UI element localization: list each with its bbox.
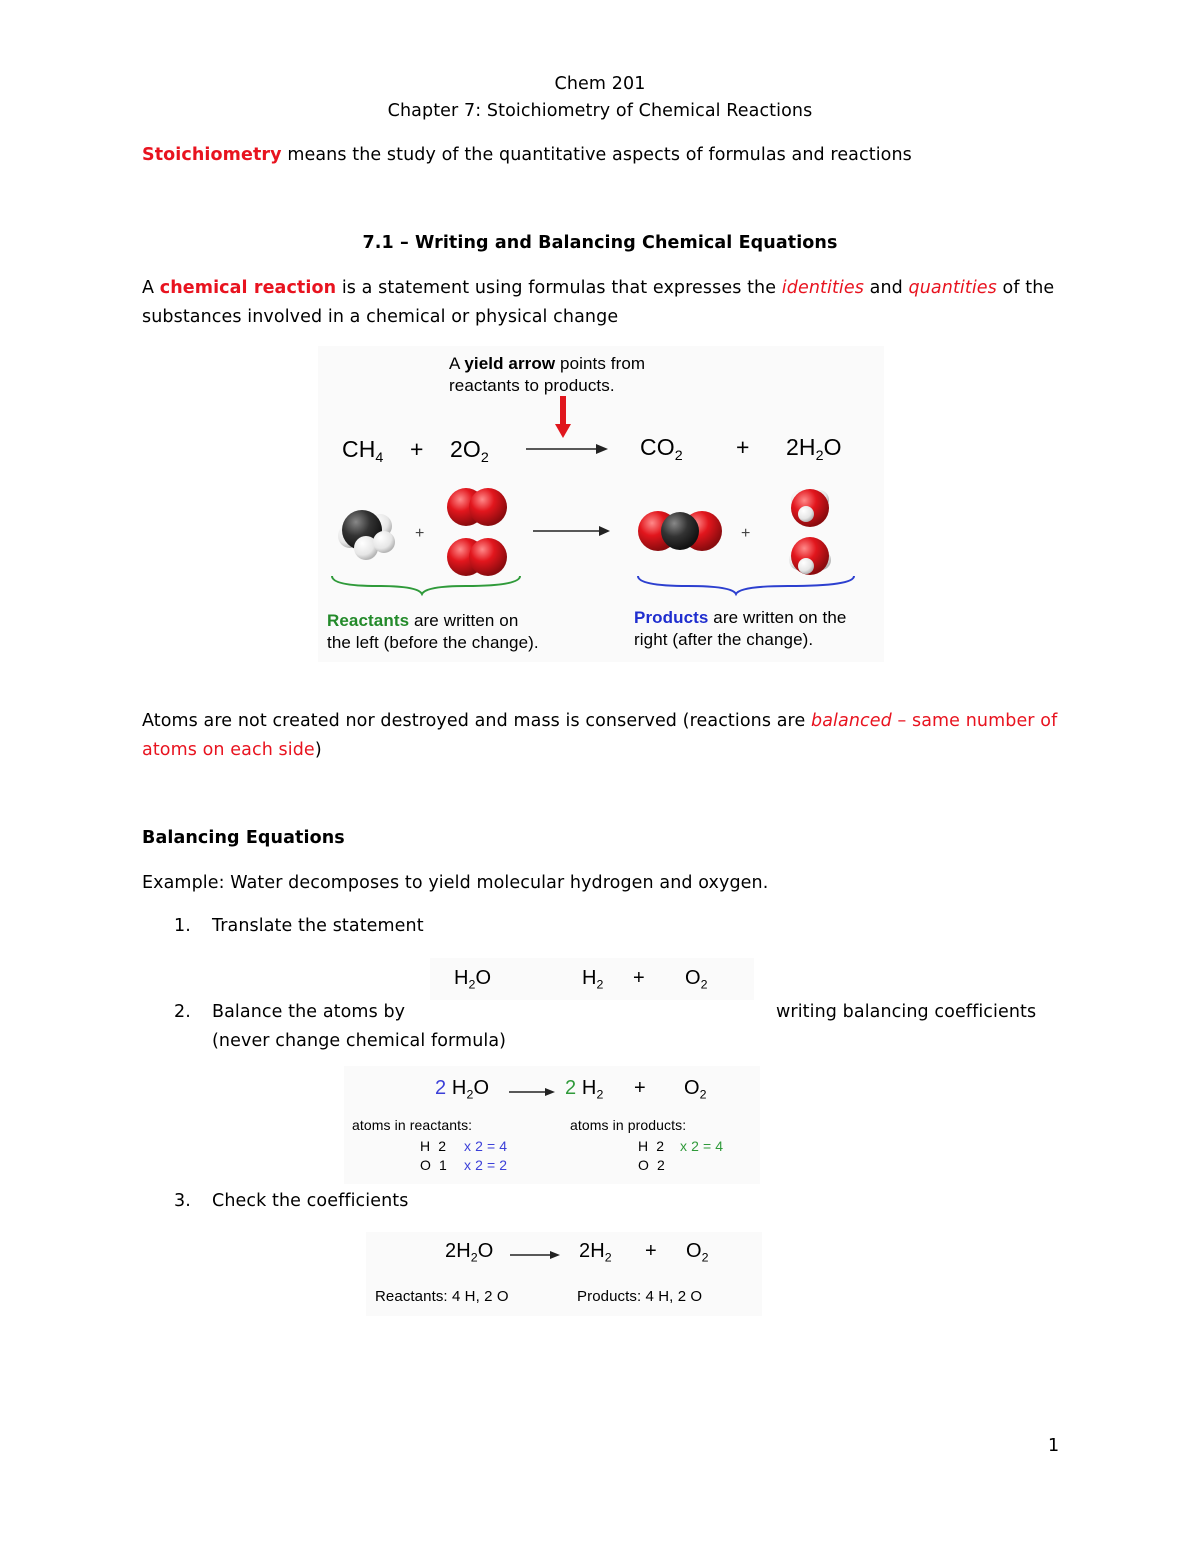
reactant-hydrogen-count: H 2 [420,1138,447,1154]
product-oxygen-count: O 2 [638,1157,665,1173]
hydrogen-formula [582,967,604,990]
text-fragment: O [475,967,492,989]
coefficient: 2 [565,1077,577,1099]
step3-text: Check the coefficients [212,1191,409,1211]
text-fragment: are written on the [708,608,847,627]
water-molecule-icon [789,537,831,575]
chapter-title: Chapter 7: Stoichiometry of Chemical Reactions [387,101,813,121]
subscript: 2 [596,977,604,992]
conservation-line1 [142,711,1057,731]
text-fragment: O [684,1077,700,1099]
yield-arrow-icon [510,1249,560,1261]
oxygen-formula [450,436,489,466]
step2-number: 2. [174,1002,191,1022]
equation-2 [344,1066,760,1184]
reactants-label-line2: the left (before the change). [327,633,539,652]
text-fragment: O [473,1077,490,1099]
text-fragment: O [823,434,842,460]
page-number: 1 [1048,1436,1060,1456]
equation-3 [366,1232,762,1316]
reactants-term: Reactants [327,611,410,630]
balancing-heading: Balancing Equations [142,828,345,848]
water-formula [786,434,842,464]
text-fragment: – same number of [891,711,1058,731]
subscript: 2 [596,1087,604,1102]
water-formula [454,967,491,990]
reactant-oxygen-multiplier: x 2 = 2 [464,1157,508,1173]
water-molecule-icon [791,489,829,527]
red-down-arrow-icon [555,396,571,438]
subscript: 2 [466,1087,474,1102]
products-brace-icon [638,576,854,594]
text-fragment: CO [640,434,675,460]
course-title: Chem 201 [554,74,646,94]
brace-icons [318,572,884,598]
text-fragment: 2H [579,1240,605,1262]
oxygen-formula [686,1240,709,1263]
water-formula-balanced [435,1077,489,1100]
plus-sign: + [410,436,424,462]
chemical-reaction-term: chemical reaction [159,278,337,298]
subscript: 2 [468,977,476,992]
oxygen-molecule-icon [447,538,507,576]
text-fragment: 2O [450,436,481,462]
plus-sign: + [634,1077,646,1099]
coefficient: 2 [435,1077,447,1099]
text-fragment: O [685,967,701,989]
reaction-definition-line1 [142,278,1054,298]
example-label: Example: [142,873,225,893]
step3-number: 3. [174,1191,191,1211]
oxygen-formula [685,967,708,990]
products-term: Products [634,608,709,627]
oxygen-molecule-icon [447,488,507,526]
quantities-term: quantities [908,278,997,298]
reaction-definition-line2: substances involved in a chemical or physical change [142,307,619,327]
reactants-brace-icon [332,576,520,594]
yield-arrow-term: yield arrow [464,354,556,373]
subscript: 4 [375,449,384,466]
step1-text: Translate the statement [212,916,424,936]
balanced-term: balanced [811,711,892,731]
text-fragment: 2H [445,1240,471,1262]
text-fragment: and [863,278,909,298]
subscript: 2 [815,447,824,464]
section-title: 7.1 – Writing and Balancing Chemical Equations [362,233,838,253]
example-line [142,873,768,893]
text-fragment: points from [555,354,646,373]
molecule-models [318,474,884,584]
stoichiometry-term: Stoichiometry [142,145,282,165]
subscript: 2 [604,1250,612,1265]
step2-text: Balance the atoms by [212,1002,406,1022]
oxygen-formula [684,1077,707,1100]
step1-number: 1. [174,916,191,936]
text-fragment: A [142,278,160,298]
yield-arrow-icon [526,442,608,456]
products-summary: Products: 4 H, 2 O [577,1288,703,1305]
reactant-hydrogen-multiplier: x 2 = 4 [464,1138,508,1154]
yield-arrow-note [449,354,645,374]
equation-1 [430,958,754,1000]
plus-sign: + [741,525,751,542]
text-fragment: H [451,1077,467,1099]
stoichiometry-definition [142,145,912,165]
example-text: Water decomposes to yield molecular hydrogen and oxygen. [224,873,769,893]
water-formula-balanced [445,1240,493,1263]
subscript: 2 [700,977,708,992]
text-fragment: H [582,967,597,989]
products-atoms-label: atoms in products: [570,1117,687,1133]
step2-line2: (never change chemical formula) [212,1031,507,1051]
identities-term: identities [781,278,864,298]
hydrogen-formula-balanced [579,1240,612,1263]
product-hydrogen-count: H 2 [638,1138,665,1154]
text-fragment: 2H [786,434,816,460]
text-fragment: ) [314,740,322,760]
reaction-figure [318,346,884,662]
plus-sign: + [645,1240,657,1262]
plus-sign: + [633,967,645,989]
reactants-summary: Reactants: 4 H, 2 O [375,1288,509,1305]
reactants-label [327,611,518,631]
products-label [634,608,846,628]
conservation-line2 [142,740,322,760]
subscript: 2 [480,449,489,466]
text-fragment: A [449,354,465,373]
reactant-oxygen-count: O 1 [420,1157,447,1173]
hydrogen-formula-balanced [565,1077,603,1100]
methane-formula [342,436,384,466]
carbon-dioxide-molecule-icon [638,511,722,551]
text-fragment: atoms on each side [142,740,315,760]
yield-arrow-note-line2: reactants to products. [449,376,615,395]
text-fragment: O [477,1240,494,1262]
subscript: 2 [470,1250,478,1265]
reactants-atoms-label: atoms in reactants: [352,1117,473,1133]
plus-sign: + [415,525,425,542]
plus-sign: + [736,434,750,460]
product-hydrogen-multiplier: x 2 = 4 [680,1138,724,1154]
yield-arrow-icon [509,1086,555,1098]
text-fragment: of the [996,278,1055,298]
products-label-line2: right (after the change). [634,630,814,649]
step2-text-continued: writing balancing coefficients [776,1002,1037,1022]
text-fragment: Atoms are not created nor destroyed and mass is conserved (reactions are [142,711,811,731]
text-fragment: O [686,1240,702,1262]
carbon-dioxide-formula [640,434,683,464]
text-fragment: are written on [409,611,519,630]
text-fragment: CH [342,436,376,462]
text-fragment: H [454,967,469,989]
subscript: 2 [701,1250,709,1265]
text-fragment: is a statement using formulas that expresses the [336,278,782,298]
text-fragment: H [581,1077,597,1099]
subscript: 2 [674,447,683,464]
stoichiometry-definition-text: means the study of the quantitative aspects of formulas and reactions [281,145,912,165]
methane-molecule-icon [338,510,395,560]
subscript: 2 [699,1087,707,1102]
